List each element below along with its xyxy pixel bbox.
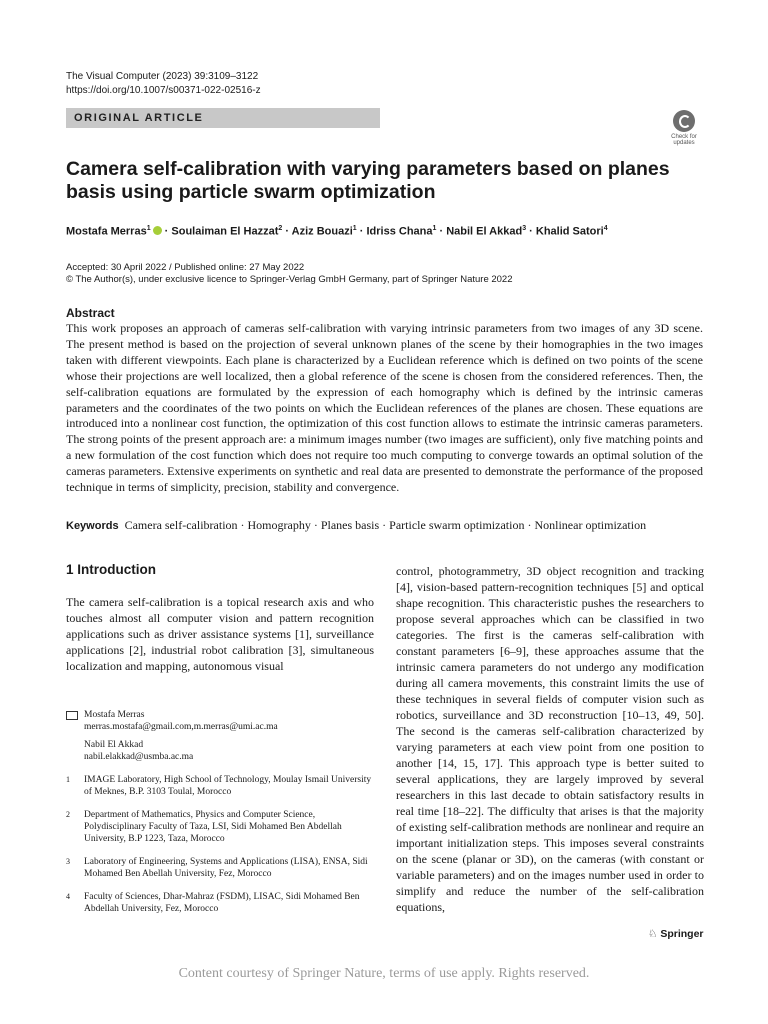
doi-link[interactable]: https://doi.org/10.1007/s00371-022-02516-z [66,85,261,96]
affiliation: 1 IMAGE Laboratory, High School of Technology, Moulay Ismail University of Meknes, B.P. 3103 Toulal, Morocco [66,775,372,797]
contact-name: Mostafa Merras [84,710,145,720]
check-updates-icon [673,110,695,132]
check-updates-label: Check for updates [671,134,697,146]
article-title: Camera self-calibration with varying parameters based on planes basis using particle swarm optimization [66,158,670,203]
orcid-icon[interactable] [153,226,162,235]
contact-info [66,709,376,763]
author[interactable]: Idriss Chana [366,225,433,238]
affiliation: 2 Department of Mathematics, Physics and Computer Science, Polydisciplinary Faculty of Taza, LSI, Sidi Mohamed Ben Abdellah University, B.P 1223, Taza, Morocco [66,810,342,844]
author[interactable]: Soulaiman El Hazzat [171,225,279,238]
copyright-line: © The Author(s), under exclusive licence to Springer-Verlag GmbH Germany, part of Springer Nature 2022 [66,274,513,285]
courtesy-notice: Content courtesy of Springer Nature, terms of use apply. Rights reserved. [178,966,590,981]
intro-right-column: control, photogrammetry, 3D object recognition and tracking [4], vision-based pattern-recognition techniques [5] and optical shape recognition. This characteristic pushes the researchers to propose several approaches which can be classified in two categories. The first is the cameras self-calibration with constant parameters [6–9], these approaches assume that the intrinsic camera parameters do not undergo any modification during all camera movements, this constraint limits the use of these techniques in several fields of computer vision such as robotics, surveillance and 3D reconstruction [10–13, 49, 50]. The second is the cameras self-calibration characterized by varying parameters at each view point from one position to another [14, 15, 17]. This approach type is better suited to several applications, they are largely improved by several researchers in this last decade to obtain satisfactory results in real time [18–22]. The difficulty that arises is that the majority of existing self-calibration methods are nonlinear and require an important initialization steps. This imposes several constraints on the scene (planar or 3D), on the cameras (with constant or variable parameters) and on the images number used in order to simplify and reduce the number of the self-calibration equations, [396,564,704,914]
publisher-logo [648,928,704,940]
publisher-name: Springer [660,928,704,940]
abstract-body: This work proposes an approach of cameras self-calibration with varying intrinsic parameters from two images of any 3D scene. The present method is based on the projection of several unknown planes of the scene by their homographies in the two images taken with different viewpoints. Each plane is characterized by a Euclidean reference which is defined on two points of the scene whose their projections are well localized, then a global reference of the scene is chosen from the considered references. Then, the self-calibration equations are formulated by the expression of each homography which is defined by the intrinsic cameras parameters and the coordinates of the two points on which the Euclidean references of the planes are chosen. These equations are introduced into a nonlinear cost function, the optimization of this cost function allows to estimate the intrinsic cameras parameters. The strong points of the present approach are: a minimum images number (two images are sufficient), only five matching points and a new formulation of the cost function which does not require too much computing to converge towards an optimal solution of the cameras parameters. Extensive experiments on synthetic and real data are presented to demonstrate the performance of the proposed technique in terms of simplicity, precision, stability and convergence. [66,321,703,495]
article-type-banner: ORIGINAL ARTICLE [66,108,380,128]
section-heading: 1 Introduction [66,562,156,577]
keywords-label: Keywords [66,520,119,532]
contact-email[interactable]: nabil.elakkad@usmba.ac.ma [84,752,194,762]
journal-citation: The Visual Computer (2023) 39:3109–3122 [66,71,259,82]
affiliation: 3 Laboratory of Engineering, Systems and Applications (LISA), ENSA, Sidi Mohamed Ben Abellah University, Fez, Morocco [66,857,368,879]
affiliation: 4 Faculty of Sciences, Dhar-Mahraz (FSDM), LISAC, Sidi Mohamed Ben Abdellah University, Fez, Morocco [66,892,360,914]
check-for-updates-badge[interactable] [664,110,704,152]
contact-email[interactable]: merras.mostafa@gmail.com,m.merras@umi.ac.ma [84,722,278,732]
intro-left-column: The camera self-calibration is a topical research axis and who touches almost all computer vision and pattern recognition applications such as driver assistance systems [1], surveillance applications [2], industrial robot calibration [3], simultaneous localization and mapping, autonomous visual [66,595,374,673]
contact-name: Nabil El Akkad [84,740,144,750]
author[interactable]: Mostafa Merras [66,225,147,238]
author[interactable]: Aziz Bouazi [291,225,353,238]
author-list: Mostafa Merras$^1$ · Soulaiman El Hazzat$^2$ · Aziz Bouazi$^1$ · Idriss Chana$^1$ · Nabil El Akkad$^3$ · Khalid Satori$^4$ [66,225,608,238]
springer-horse-icon: ♘ [648,928,658,940]
author[interactable]: Khalid Satori [535,225,604,238]
dates-line: Accepted: 30 April 2022 / Published online: 27 May 2022 [66,262,305,273]
publication-dates [66,262,513,286]
envelope-icon [66,711,78,720]
keywords-list: Camera self-calibration · Homography · Planes basis · Particle swarm optimization · Nonlinear optimization [124,518,647,532]
keywords [66,518,706,533]
abstract-heading: Abstract [66,306,115,320]
footnotes [66,709,376,926]
author[interactable]: Nabil El Akkad [446,225,523,238]
